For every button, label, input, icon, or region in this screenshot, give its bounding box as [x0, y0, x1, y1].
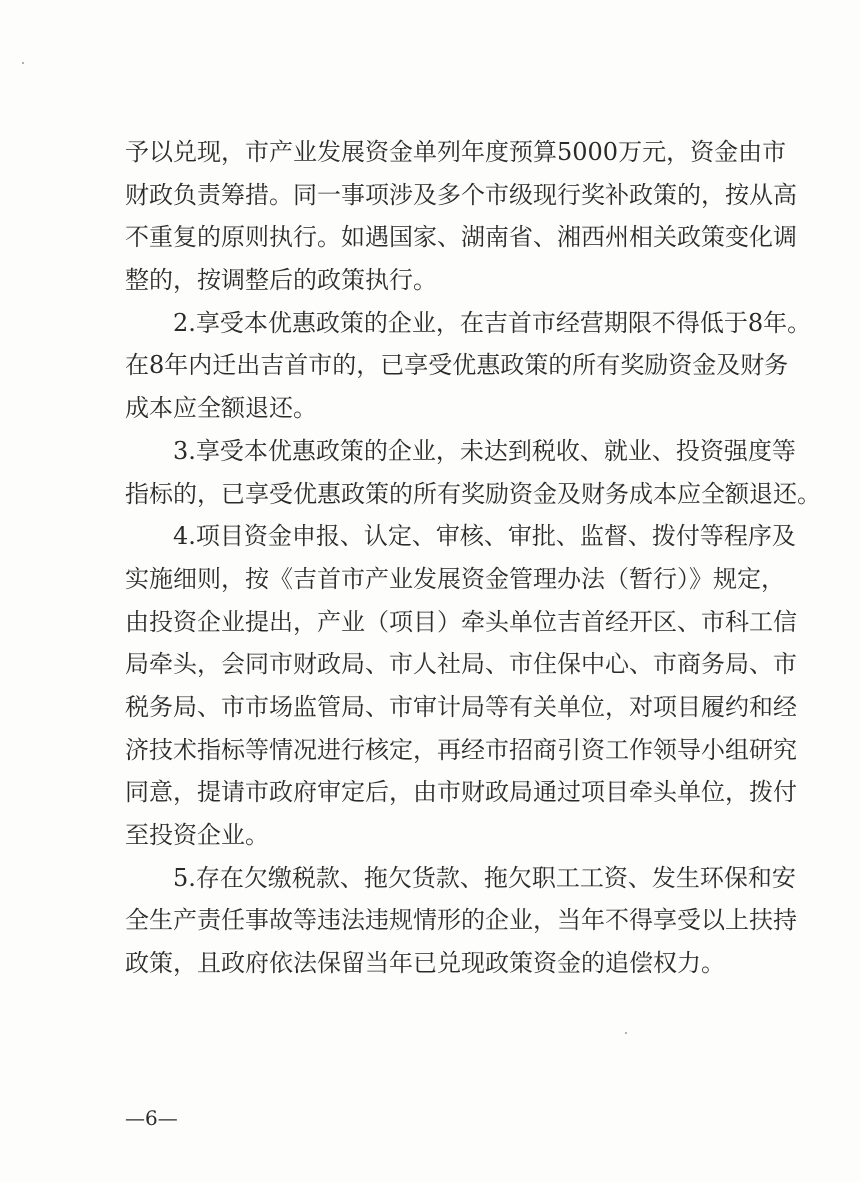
text-line: 实施细则，按《吉首市产业发展资金管理办法（暂行）》规定， — [125, 564, 785, 593]
paragraph — [125, 515, 797, 857]
text-line: 指标的，已享受优惠政策的所有奖励资金及财务成本应全额退还。 — [125, 479, 821, 508]
text-line: 税务局、市市场监管局、市审计局等有关单位，对项目履约和经 — [125, 692, 797, 721]
text-line: 由投资企业提出，产业（项目）牵头单位吉首经开区、市科工信 — [125, 607, 797, 636]
text-line: 2.享受本优惠政策的企业，在吉首市经营期限不得低于8年。 — [173, 308, 812, 337]
paragraph — [125, 302, 812, 430]
scan-speck — [22, 62, 24, 64]
paragraph — [125, 857, 797, 985]
text-line: 整的，按调整后的政策执行。 — [125, 266, 437, 295]
text-line: 至投资企业。 — [125, 821, 269, 849]
text-line: 全生产责任事故等违法违规情形的企业，当年不得享受以上扶持 — [125, 906, 797, 935]
text-line: 政策，且政府依法保留当年已兑现政策资金的追偿权力。 — [125, 949, 725, 978]
scan-speck — [625, 1032, 627, 1034]
paragraph — [125, 430, 821, 515]
text-line: 予以兑现，市产业发展资金单列年度预算5000万元，资金由市 — [125, 138, 787, 166]
text-line: 济技术指标等情况进行核定，再经市招商引资工作领导小组研究 — [125, 735, 797, 764]
text-line: 5.存在欠缴税款、拖欠货款、拖欠职工工资、发生环保和安 — [173, 863, 796, 892]
page-number: —6— — [125, 1106, 178, 1130]
text-line: 在8年内迁出吉首市的，已享受优惠政策的所有奖励资金及财务 — [125, 351, 789, 380]
document-body — [125, 131, 821, 985]
text-line: 同意，提请市政府审定后，由市财政局通过项目牵头单位，拨付 — [125, 778, 797, 807]
text-line: 成本应全额退还。 — [125, 394, 317, 423]
text-line: 不重复的原则执行。如遇国家、湖南省、湘西州相关政策变化调 — [125, 223, 797, 252]
text-line: 4.项目资金申报、认定、审核、审批、监督、拨付等程序及 — [173, 522, 796, 551]
text-line: 3.享受本优惠政策的企业，未达到税收、就业、投资强度等 — [173, 436, 796, 465]
paragraph — [125, 131, 797, 302]
text-line: 财政负责筹措。同一事项涉及多个市级现行奖补政策的，按从高 — [125, 180, 797, 209]
text-line: 局牵头，会同市财政局、市人社局、市住保中心、市商务局、市 — [125, 650, 797, 679]
